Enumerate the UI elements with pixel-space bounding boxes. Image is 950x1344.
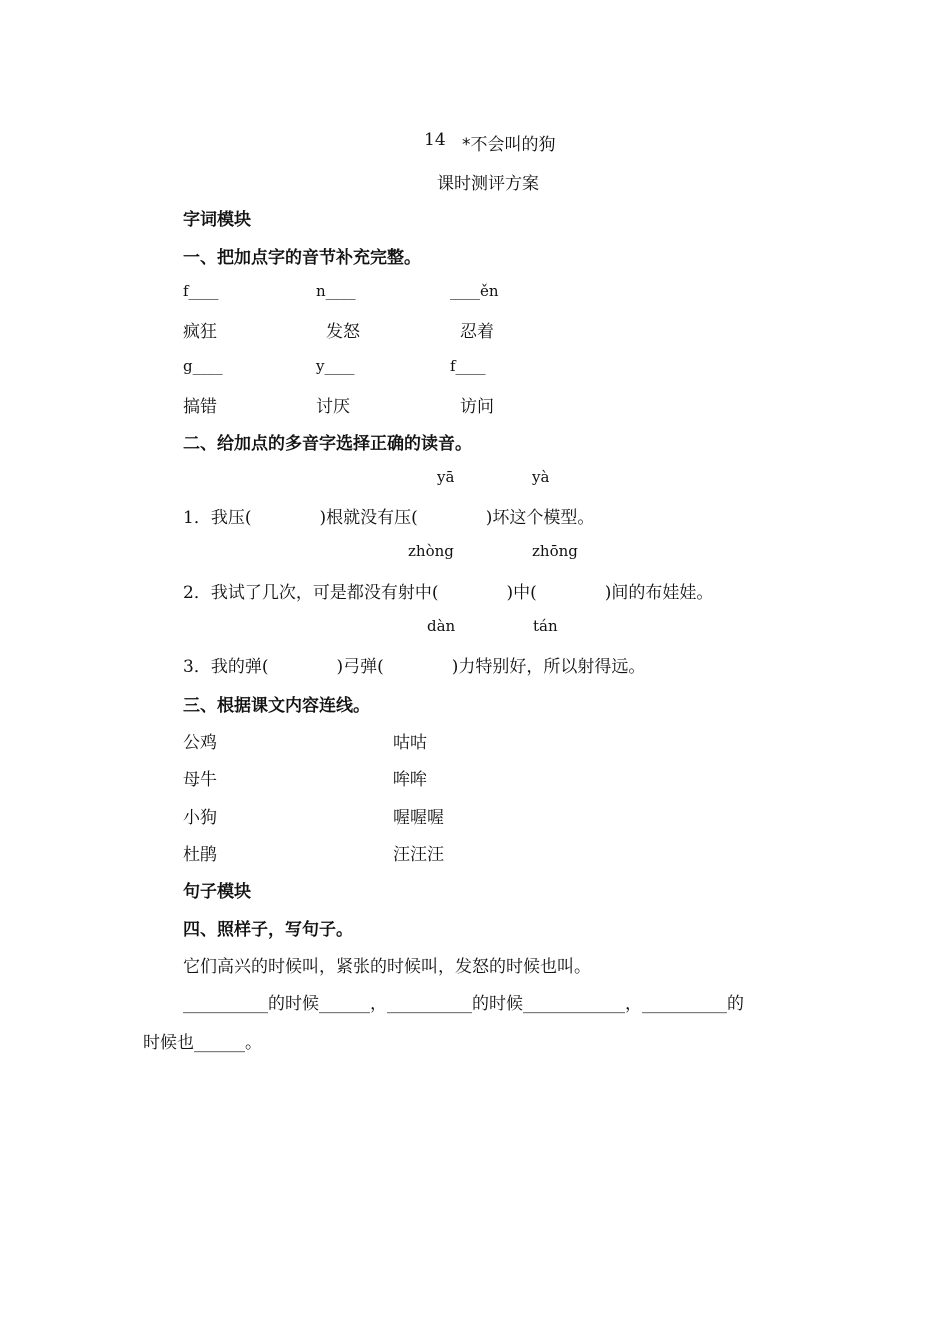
pinyin-blank: g____ [183,357,223,375]
question-2-item-2: 2．我试了几次，可是都没有射中( )中( )间的布娃娃。 [183,583,714,603]
vocab-word: 发怒 [326,322,360,342]
match-right-item: 汪汪汪 [393,845,444,865]
question-1-heading: 一、把加点字的音节补充完整。 [183,248,421,268]
pinyin-blank: f____ [183,282,219,300]
pinyin-option: dàn [427,617,456,635]
lesson-title: *不会叫的狗 [462,135,556,155]
vocab-word: 忍着 [460,322,494,342]
page-subtitle: 课时测评方案 [437,174,539,194]
pinyin-blank: n____ [316,282,356,300]
pinyin-blank: y____ [316,357,355,375]
question-2-item-3: 3．我的弹( )弓弹( )力特别好，所以射得远。 [183,657,646,677]
module-heading-sentences: 句子模块 [183,882,251,902]
pinyin-option: zhōng [532,542,578,560]
module-heading-words: 字词模块 [183,210,251,230]
match-left-item: 杜鹃 [183,845,217,865]
pinyin-option: zhòng [408,542,454,560]
vocab-word: 讨厌 [316,397,350,417]
vocab-word: 访问 [460,397,494,417]
match-left-item: 小狗 [183,808,217,828]
vocab-word: 疯狂 [183,322,217,342]
pinyin-option: tán [533,617,558,635]
match-right-item: 咕咕 [393,733,427,753]
vocab-word: 搞错 [183,397,217,417]
question-2-item-1: 1．我压( )根就没有压( )坏这个模型。 [183,508,595,528]
pinyin-option: yā [437,468,455,486]
question-2-heading: 二、给加点的多音字选择正确的读音。 [183,434,472,454]
question-3-heading: 三、根据课文内容连线。 [183,696,370,716]
pinyin-blank: f____ [450,357,486,375]
answer-line-1: __________的时候______，__________的时候____________，__________的 [183,994,744,1014]
match-right-item: 喔喔喔 [393,808,444,828]
answer-line-2: 时候也______。 [143,1033,262,1053]
example-sentence: 它们高兴的时候叫，紧张的时候叫，发怒的时候也叫。 [183,957,591,977]
pinyin-blank: ____ěn [450,282,499,300]
match-left-item: 母牛 [183,770,217,790]
question-4-heading: 四、照样子，写句子。 [183,920,353,940]
match-right-item: 哞哞 [393,770,427,790]
match-left-item: 公鸡 [183,733,217,753]
pinyin-option: yà [532,468,550,486]
lesson-number: 14 [424,130,446,150]
